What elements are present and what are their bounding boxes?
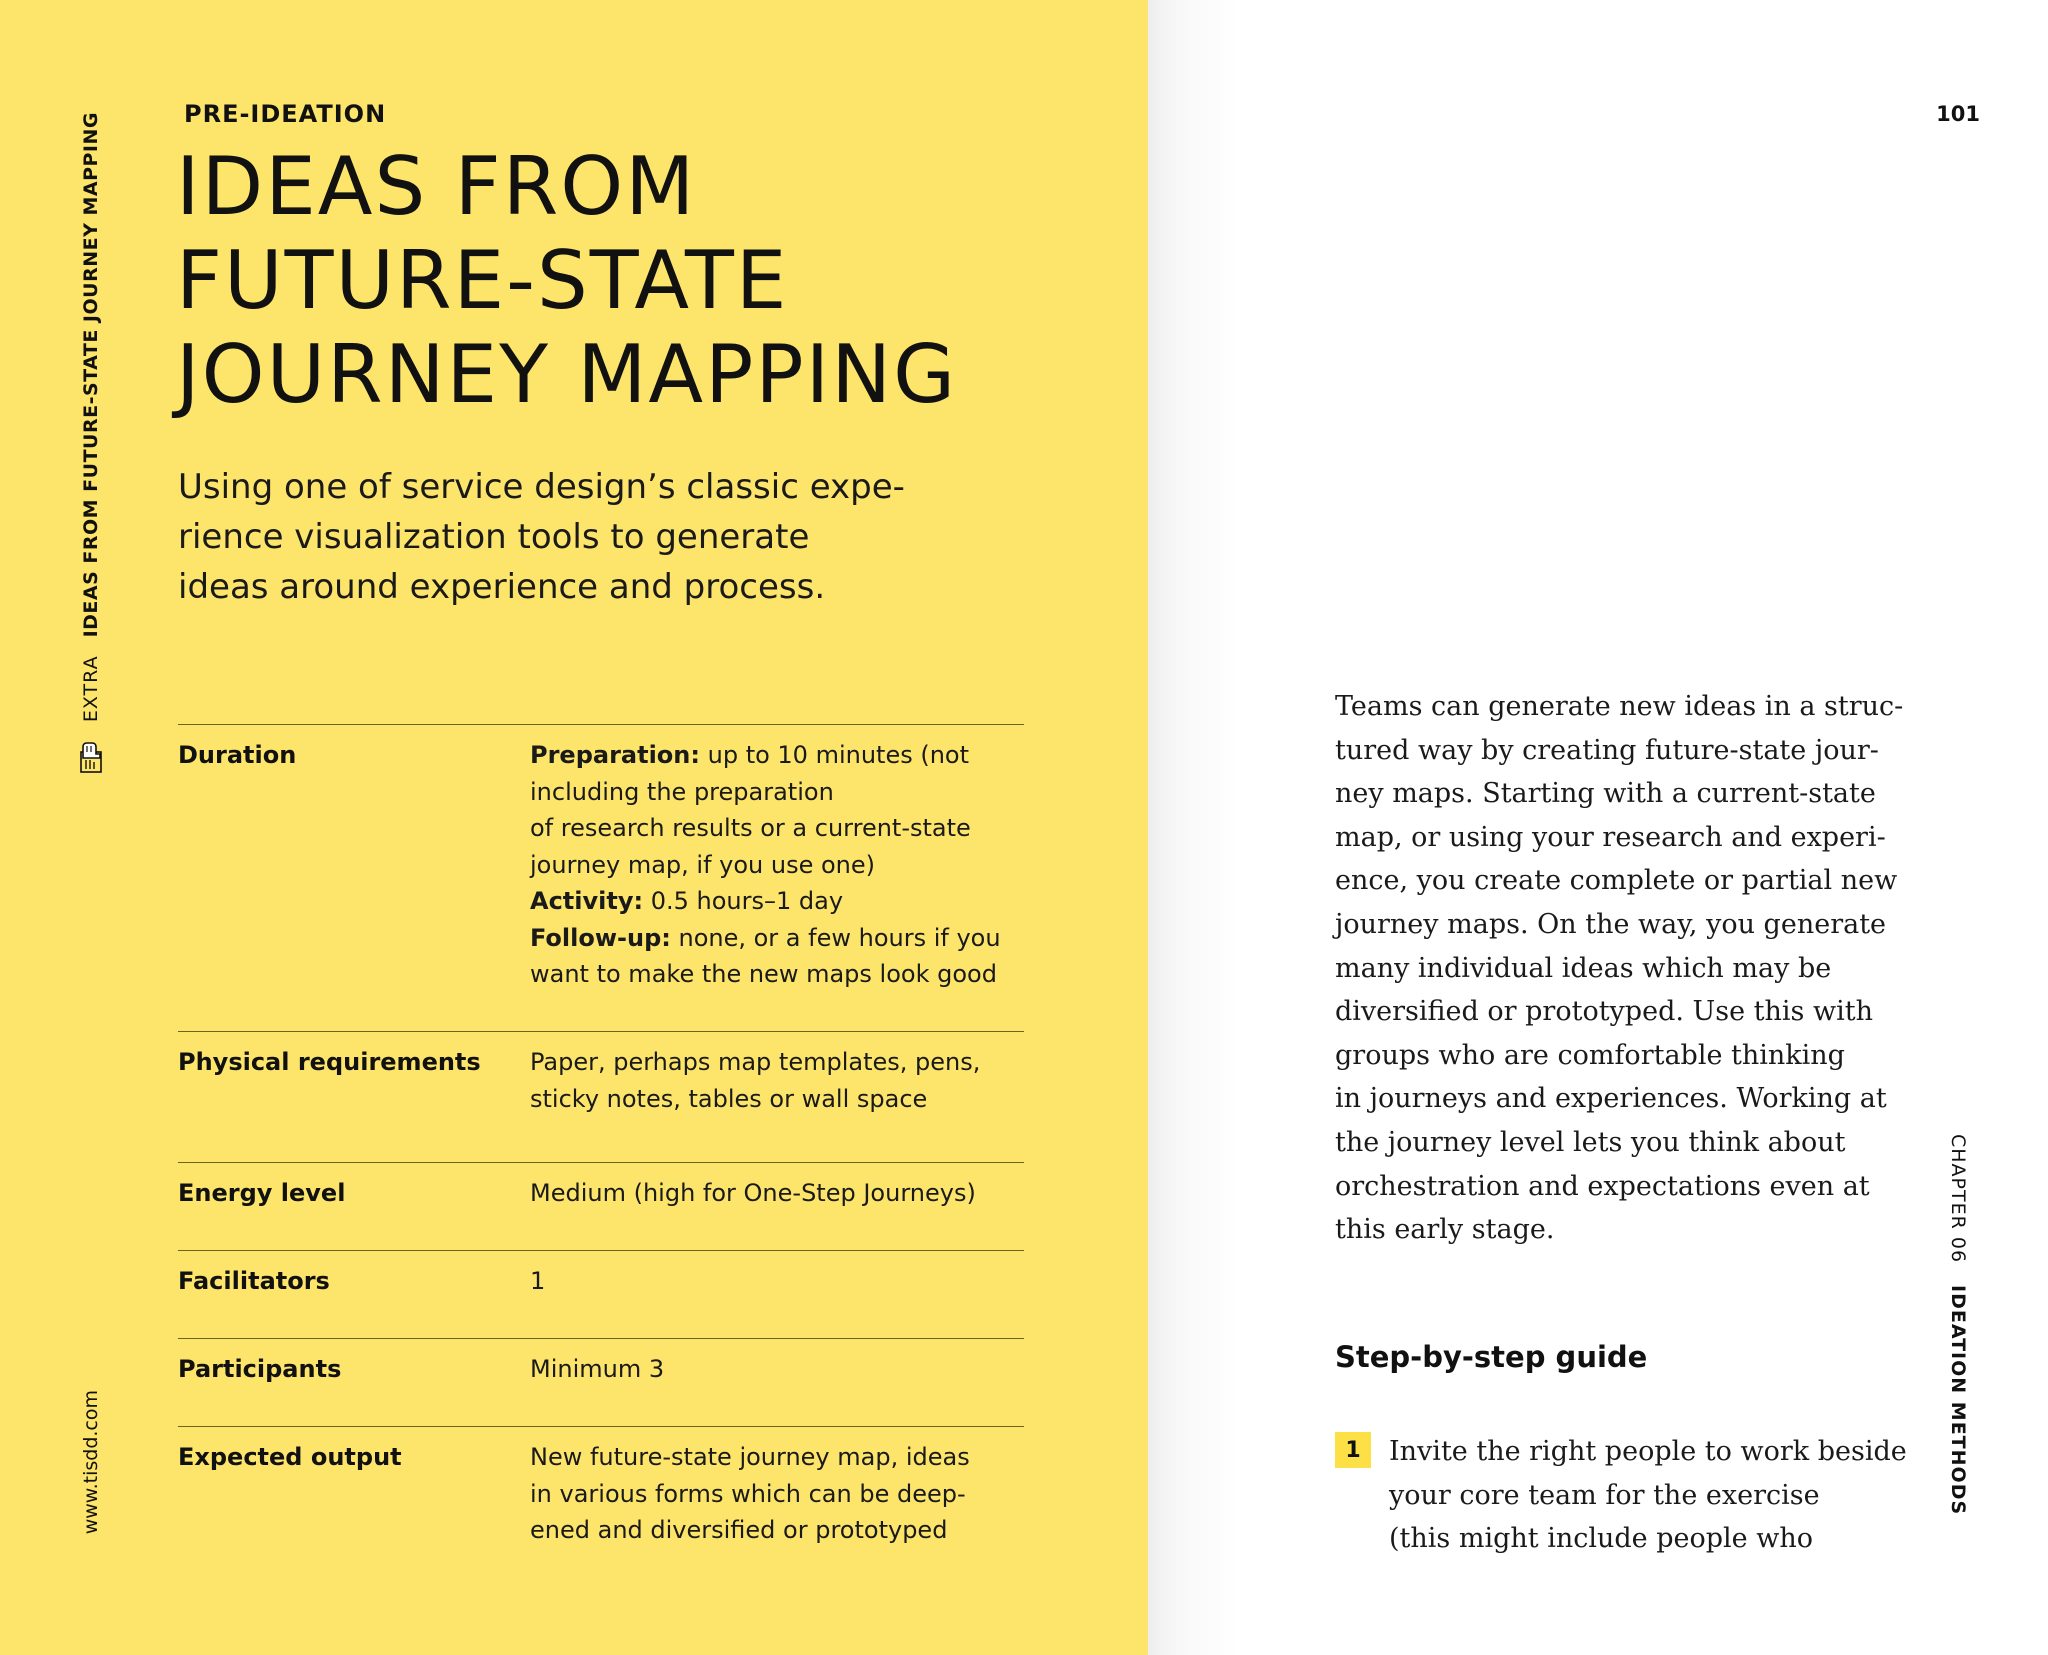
lead-line: rience visualization tools to generate [178, 517, 810, 557]
fact-label: Participants [178, 1355, 342, 1383]
body-line: many individual ideas which may be [1335, 952, 1832, 984]
lead-paragraph [178, 462, 998, 612]
website-url-text: www.tisdd.com [80, 1390, 102, 1535]
body-line: Teams can generate new ideas in a struc- [1335, 691, 1904, 722]
title-line: FUTURE-STATE [176, 234, 789, 327]
step-guide-heading: Step-by-step guide [1335, 1340, 1648, 1374]
body-line: ence, you create complete or partial new [1335, 865, 1898, 897]
section-label: IDEATION METHODS [1947, 1285, 1969, 1516]
fact-value: 1 [530, 1267, 546, 1295]
body-line: ney maps. Starting with a current-state [1335, 778, 1876, 810]
step-item [1335, 1430, 1907, 1561]
title-line: IDEAS FROM [176, 140, 697, 233]
body-line: this early stage. [1335, 1214, 1555, 1246]
fact-label: Energy level [178, 1179, 346, 1207]
fact-row-duration [178, 724, 1024, 1031]
fact-row-facilitators [178, 1250, 1024, 1338]
lead-line: Using one of service design’s classic expe- [178, 467, 905, 507]
body-line: tured way by creating future-state jour- [1335, 734, 1879, 766]
fact-value: Preparation: up to 10 minutes (not including the preparation of research results or a current-state journey map, if you use one) Activity: 0.5 hours–1 day Follow-up: none, or a few hours if you want to make the new maps look good [530, 741, 1001, 988]
fact-value: Paper, perhaps map templates, pens, sticky notes, tables or wall space [530, 1048, 981, 1113]
section-kicker: PRE-IDEATION [184, 100, 387, 128]
body-line: diversified or prototyped. Use this with [1335, 996, 1873, 1028]
body-line: the journey level lets you think about [1335, 1126, 1846, 1158]
fact-value: New future-state journey map, ideas in various forms which can be deep- ened and diversified or prototyped [530, 1443, 970, 1544]
chapter-label: CHAPTER 06 [1947, 1134, 1969, 1264]
side-label-extra: EXTRA [80, 655, 102, 723]
body-line: orchestration and expectations even at [1335, 1170, 1870, 1202]
body-line: map, or using your research and experi- [1335, 821, 1886, 853]
hand-pointing-document-icon [78, 740, 104, 774]
fact-label: Expected output [178, 1443, 402, 1471]
fact-value: Medium (high for One-Step Journeys) [530, 1179, 976, 1207]
fact-label: Duration [178, 741, 297, 769]
side-label-left [78, 112, 104, 832]
side-label-right [1944, 1134, 1972, 1554]
fact-row-participants [178, 1338, 1024, 1426]
fact-row-expected-output [178, 1426, 1024, 1569]
body-line: groups who are comfortable thinking [1335, 1039, 1845, 1071]
fact-row-energy-level [178, 1162, 1024, 1250]
step-number-badge: 1 [1335, 1432, 1371, 1468]
side-label-title: IDEAS FROM FUTURE-STATE JOURNEY MAPPING [80, 112, 102, 638]
step-text: Invite the right people to work beside your core team for the exercise (this might include people who [1389, 1436, 1907, 1555]
method-facts-table [178, 724, 1024, 1569]
page-number: 101 [1936, 102, 1980, 126]
page-title [176, 140, 1076, 422]
fact-label: Facilitators [178, 1267, 330, 1295]
fact-row-physical-requirements [178, 1031, 1024, 1162]
title-line: JOURNEY MAPPING [176, 328, 958, 421]
lead-line: ideas around experience and process. [178, 567, 826, 607]
intro-paragraph [1335, 685, 1904, 1252]
fact-label: Physical requirements [178, 1048, 481, 1076]
fact-value: Minimum 3 [530, 1355, 665, 1383]
body-line: in journeys and experiences. Working at [1335, 1083, 1887, 1115]
website-url-vertical [78, 1390, 104, 1550]
body-line: journey maps. On the way, you generate [1335, 908, 1887, 940]
